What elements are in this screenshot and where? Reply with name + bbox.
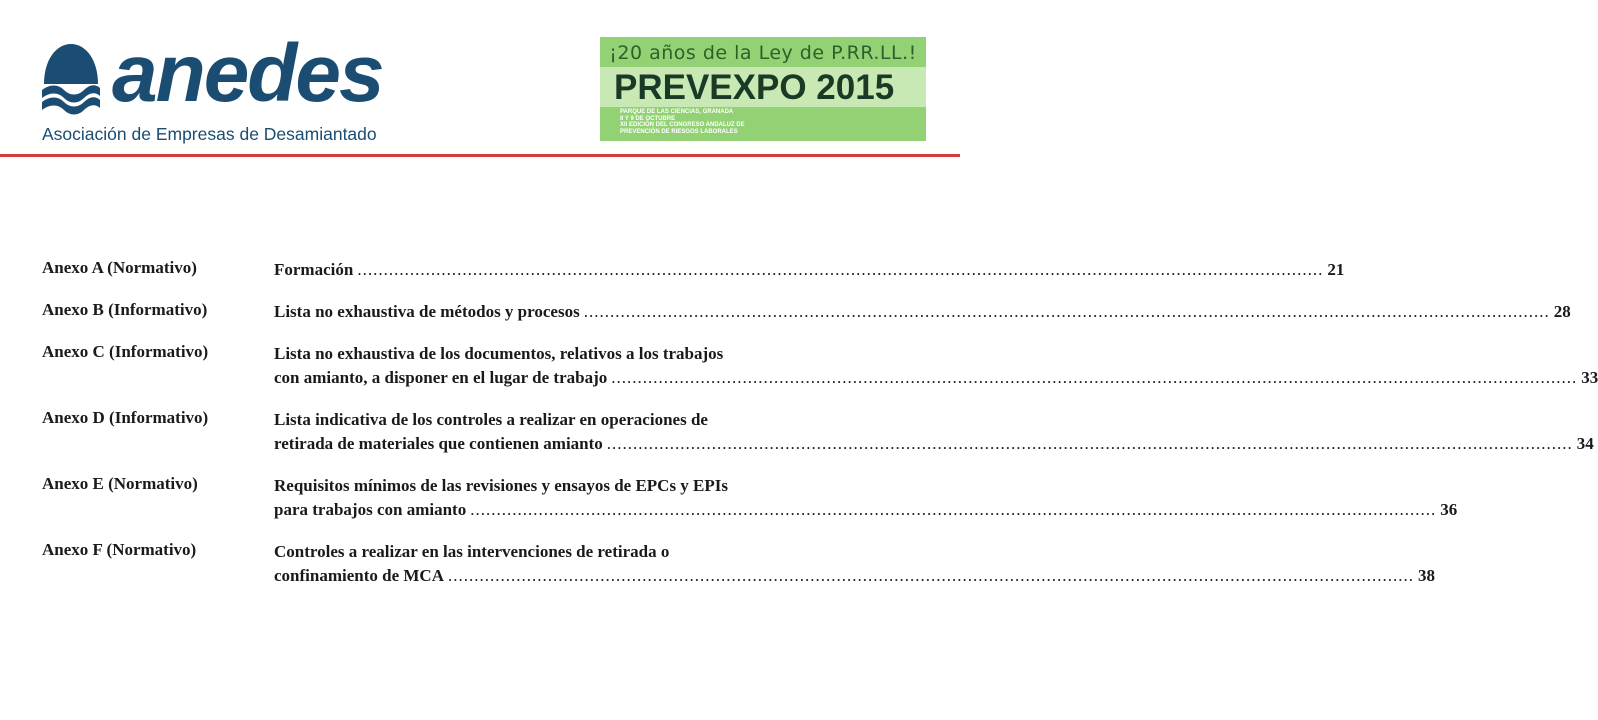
leader-dots: ........................................................................................................................................................................................ <box>606 434 1573 453</box>
logo-name: anedes <box>112 28 383 119</box>
annex-page-number: 38 <box>1417 566 1435 585</box>
annex-title <box>274 540 1435 588</box>
anedes-logo <box>40 28 383 148</box>
annex-title-line <box>274 474 898 498</box>
annex-label: Anexo A (Normativo) <box>42 258 197 277</box>
annex-title-line <box>274 408 898 432</box>
annex-label: Anexo D (Informativo) <box>42 408 209 427</box>
annex-title-line <box>274 564 1435 588</box>
logo-subtitle: Asociación de Empresas de Desamiantado <box>42 124 377 144</box>
annex-row-f <box>42 540 1435 588</box>
annex-title-line <box>274 366 1598 390</box>
annex-title-line <box>274 498 1458 522</box>
banner-title: PREVEXPO 2015 <box>614 68 895 107</box>
annex-page-number: 28 <box>1553 302 1571 321</box>
banner-detail-line: PARQUE DE LAS CIENCIAS, GRANADA <box>620 109 734 115</box>
annex-title-text: Requisitos mínimos de las revisiones y ensayos de EPCs y EPIs <box>274 476 729 495</box>
prevexpo-banner <box>600 37 926 141</box>
annex-row-d <box>42 408 1594 456</box>
annex-page-number: 36 <box>1440 500 1458 519</box>
leader-dots: ........................................................................................................................................................................................ <box>470 500 1437 519</box>
annex-title <box>274 474 1458 522</box>
wave-logo-icon <box>40 40 102 114</box>
annex-title-line <box>274 300 1571 324</box>
annex-row-c <box>42 342 1598 390</box>
annex-index <box>42 258 1598 588</box>
leader-dots: ........................................................................................................................................................................................ <box>357 260 1324 279</box>
annex-title <box>274 342 1598 390</box>
annex-page-number: 34 <box>1576 434 1594 453</box>
annex-row-e <box>42 474 1458 522</box>
annex-label: Anexo E (Normativo) <box>42 474 198 493</box>
annex-title-line <box>274 540 898 564</box>
annex-title-line <box>274 258 1345 282</box>
annex-label: Anexo C (Informativo) <box>42 342 209 361</box>
annex-title <box>274 408 1594 456</box>
annex-title-text: Lista no exhaustiva de los documentos, relativos a los trabajos <box>274 344 724 363</box>
annex-title <box>274 300 1571 324</box>
banner-details <box>620 109 745 135</box>
header-divider <box>0 154 960 157</box>
leader-dots: ........................................................................................................................................................................................ <box>447 566 1414 585</box>
annex-title-text: Formación <box>274 260 354 279</box>
leader-dots: ........................................................................................................................................................................................ <box>583 302 1550 321</box>
annex-title <box>274 258 1345 282</box>
banner-detail-line: PREVENCIÓN DE RIESGOS LABORALES <box>620 128 738 135</box>
annex-title-text: confinamiento de MCA <box>274 566 444 585</box>
annex-row-a <box>42 258 1345 282</box>
annex-label: Anexo F (Normativo) <box>42 540 197 559</box>
banner-detail-line: XII EDICIÓN DEL CONGRESO ANDALUZ DE <box>620 122 745 129</box>
banner-detail-line: 8 Y 9 DE OCTUBRE <box>620 115 676 122</box>
annex-title-text: con amianto, a disponer en el lugar de trabajo <box>274 368 608 387</box>
annex-title-text: Lista indicativa de los controles a realizar en operaciones de <box>274 410 708 429</box>
annex-title-text: para trabajos con amianto <box>274 500 467 519</box>
annex-title-line <box>274 342 898 366</box>
annex-title-text: retirada de materiales que contienen amianto <box>274 434 603 453</box>
banner-tagline: ¡20 años de la Ley de P.RR.LL.! <box>609 42 917 64</box>
leader-dots: ........................................................................................................................................................................................ <box>611 368 1578 387</box>
annex-title-line <box>274 432 1594 456</box>
annex-row-b <box>42 300 1571 324</box>
annex-title-text: Lista no exhaustiva de métodos y procesos <box>274 302 580 321</box>
annex-page-number: 21 <box>1327 260 1345 279</box>
annex-title-text: Controles a realizar en las intervenciones de retirada o <box>274 542 670 561</box>
annex-page-number: 33 <box>1581 368 1598 387</box>
annex-label: Anexo B (Informativo) <box>42 300 208 319</box>
